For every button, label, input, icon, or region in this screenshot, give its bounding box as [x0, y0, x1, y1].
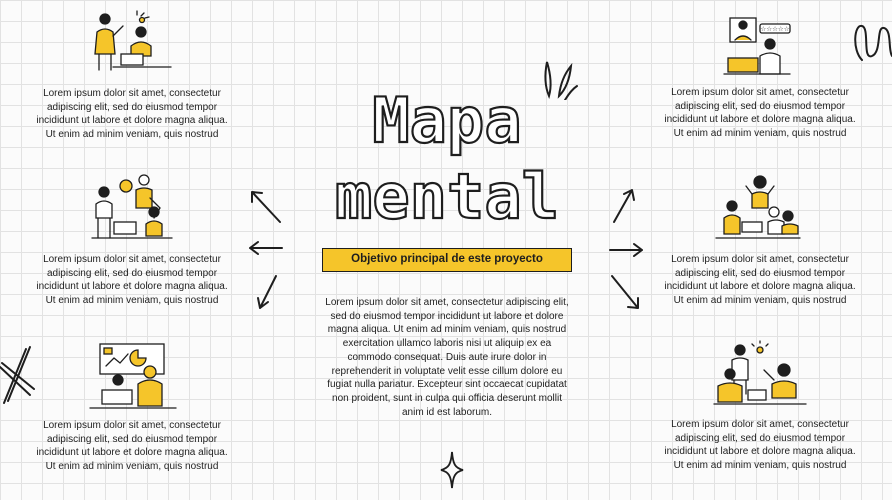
squiggle-doodle — [848, 20, 892, 70]
family-working-illustration — [712, 172, 804, 244]
page-title — [322, 84, 572, 239]
team-idea-illustration — [712, 340, 808, 410]
arrow-icon — [604, 184, 648, 314]
title-line-1: Mapa — [372, 84, 522, 157]
people-at-desk-illustration — [85, 10, 175, 72]
team-meeting-illustration — [88, 172, 174, 242]
text-block-left-top: Lorem ipsum dolor sit amet, consectetur adipiscing elit, sed do eiusmod tempor incididunt ut labore et dolore magna aliqua. Ut enim ad minim veniam, quis nostrud — [36, 88, 228, 140]
arrow-icon — [244, 184, 288, 314]
title-line-2: mental — [335, 160, 559, 233]
text-block-right-bottom: Lorem ipsum dolor sit amet, consectetur adipiscing elit, sed do eiusmod tempor incididunt ut labore et dolore magna aliqua. Ut enim ad minim veniam, quis nostrud — [664, 419, 856, 471]
sparkle-icon — [439, 450, 465, 490]
text-block-left-bottom: Lorem ipsum dolor sit amet, consectetur adipiscing elit, sed do eiusmod tempor incididunt ut labore et dolore magna aliqua. Ut enim ad minim veniam, quis nostrud — [36, 420, 228, 472]
presentation-chart-illustration — [88, 340, 178, 412]
text-block-right-mid: Lorem ipsum dolor sit amet, consectetur adipiscing elit, sed do eiusmod tempor incididunt ut labore et dolore magna aliqua. Ut enim ad minim veniam, quis nostrud — [664, 254, 856, 306]
svg-text:☆☆☆☆☆: ☆☆☆☆☆ — [760, 26, 790, 33]
center-description: Lorem ipsum dolor sit amet, consectetur adipiscing elit, sed do eiusmod tempor incididunt ut labore et dolore magna aliqua. Ut enim ad minim veniam, quis nostrud exercitation ullamco laboris nisi ut aliquip ex ea commodo consequat. Duis aute irure dolor in reprehenderit in voluptate velit esse cillum dolore eu fugiat nulla pariatur. Excepteur sint occaecat cupidatat non proident, sunt in culpa qui officia deserunt mollit anim id est laborum. — [325, 297, 569, 418]
online-review-illustration — [720, 12, 796, 78]
objective-banner: Objetivo principal de este proyecto — [322, 248, 572, 272]
text-block-right-top: Lorem ipsum dolor sit amet, consectetur adipiscing elit, sed do eiusmod tempor incididunt ut labore et dolore magna aliqua. Ut enim ad minim veniam, quis nostrud — [664, 87, 856, 139]
scribble-doodle — [0, 345, 36, 407]
text-block-left-mid: Lorem ipsum dolor sit amet, consectetur adipiscing elit, sed do eiusmod tempor incididunt ut labore et dolore magna aliqua. Ut enim ad minim veniam, quis nostrud — [36, 254, 228, 306]
